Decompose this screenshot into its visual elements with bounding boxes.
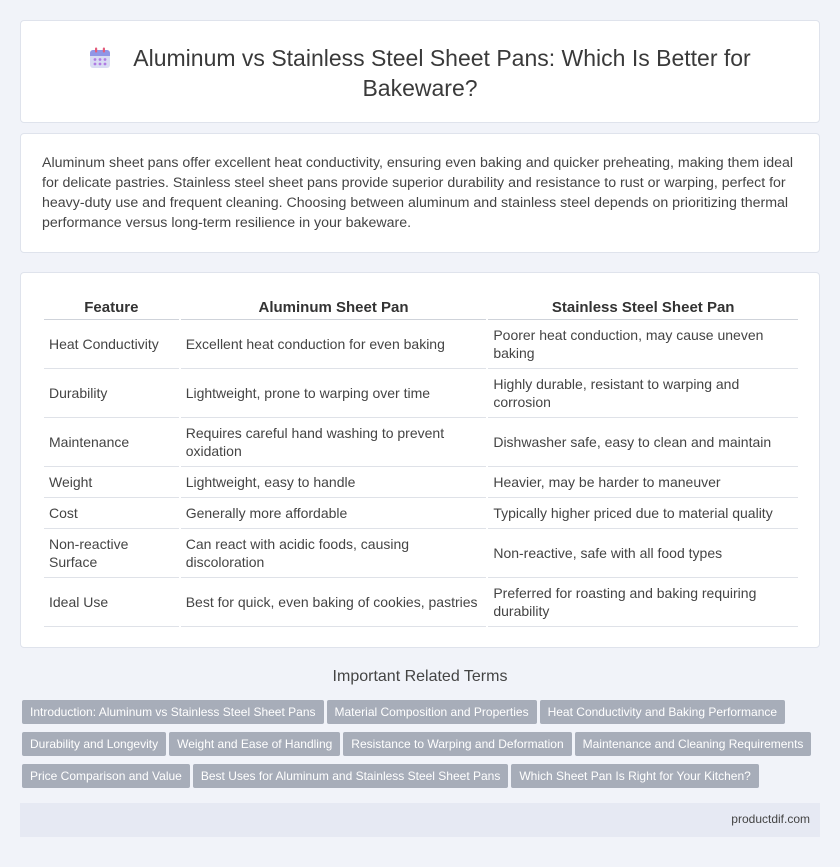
table-row	[44, 467, 798, 498]
header-stainless: Stainless Steel Sheet Pan	[488, 295, 798, 320]
table-cell: Non-reactive, safe with all food types	[488, 529, 798, 578]
table-cell: Preferred for roasting and baking requiring durability	[488, 578, 798, 627]
related-tag[interactable]: Heat Conductivity and Baking Performance	[540, 700, 785, 724]
comparison-table	[42, 295, 800, 627]
table-cell: Poorer heat conduction, may cause uneven baking	[488, 320, 798, 369]
table-cell: Typically higher priced due to material quality	[488, 498, 798, 529]
related-tag[interactable]: Best Uses for Aluminum and Stainless Steel Sheet Pans	[193, 764, 509, 788]
table-cell: Cost	[44, 498, 179, 529]
intro-paragraph: Aluminum sheet pans offer excellent heat conductivity, ensuring even baking and quicker preheating, making them ideal for delicate pastries. Stainless steel sheet pans provide superior durability and resistance to rust or warping, perfect for heavy-duty use and frequent cleaning. Choosing between aluminum and stainless steel depends on prioritizing thermal performance versus long-term resilience in your bakeware.	[42, 155, 794, 231]
table-row	[44, 418, 798, 467]
table-cell: Non-reactive Surface	[44, 529, 179, 578]
table-cell: Maintenance	[44, 418, 179, 467]
related-tag[interactable]: Introduction: Aluminum vs Stainless Steel Sheet Pans	[22, 700, 324, 724]
intro-card	[20, 133, 820, 253]
title-line-1: Aluminum vs Stainless Steel Sheet Pans: Which Is Better for	[133, 45, 751, 71]
table-cell: Can react with acidic foods, causing discoloration	[181, 529, 487, 578]
table-cell: Highly durable, resistant to warping and corrosion	[488, 369, 798, 418]
related-tag[interactable]: Which Sheet Pan Is Right for Your Kitchen?	[511, 764, 758, 788]
table-cell: Lightweight, prone to warping over time	[181, 369, 487, 418]
table-row	[44, 578, 798, 627]
related-tag[interactable]: Weight and Ease of Handling	[169, 732, 340, 756]
table-cell: Requires careful hand washing to prevent oxidation	[181, 418, 487, 467]
comparison-table-card	[20, 272, 820, 648]
related-tag[interactable]: Price Comparison and Value	[22, 764, 190, 788]
related-terms-title: Important Related Terms	[332, 668, 508, 685]
table-row	[44, 320, 798, 369]
header-aluminum: Aluminum Sheet Pan	[181, 295, 487, 320]
table-cell: Ideal Use	[44, 578, 179, 627]
table-cell: Lightweight, easy to handle	[181, 467, 487, 498]
page-title	[21, 43, 819, 103]
calendar-icon	[89, 47, 111, 69]
title-card	[20, 20, 820, 123]
header-feature: Feature	[44, 295, 179, 320]
table-cell: Heat Conductivity	[44, 320, 179, 369]
related-tag[interactable]: Maintenance and Cleaning Requirements	[575, 732, 812, 756]
title-line-2: Bakeware?	[362, 75, 478, 101]
table-cell: Generally more affordable	[181, 498, 487, 529]
table-row	[44, 498, 798, 529]
table-header-row	[44, 295, 798, 320]
table-cell: Excellent heat conduction for even baking	[181, 320, 487, 369]
related-terms-tags	[22, 700, 822, 796]
table-row	[44, 369, 798, 418]
footer-site[interactable]: productdif.com	[731, 812, 810, 826]
table-cell: Heavier, may be harder to maneuver	[488, 467, 798, 498]
related-tag[interactable]: Material Composition and Properties	[327, 700, 537, 724]
table-cell: Durability	[44, 369, 179, 418]
footer	[20, 803, 820, 837]
related-tag[interactable]: Durability and Longevity	[22, 732, 166, 756]
table-cell: Dishwasher safe, easy to clean and maintain	[488, 418, 798, 467]
table-cell: Best for quick, even baking of cookies, pastries	[181, 578, 487, 627]
table-cell: Weight	[44, 467, 179, 498]
table-row	[44, 529, 798, 578]
related-tag[interactable]: Resistance to Warping and Deformation	[343, 732, 571, 756]
